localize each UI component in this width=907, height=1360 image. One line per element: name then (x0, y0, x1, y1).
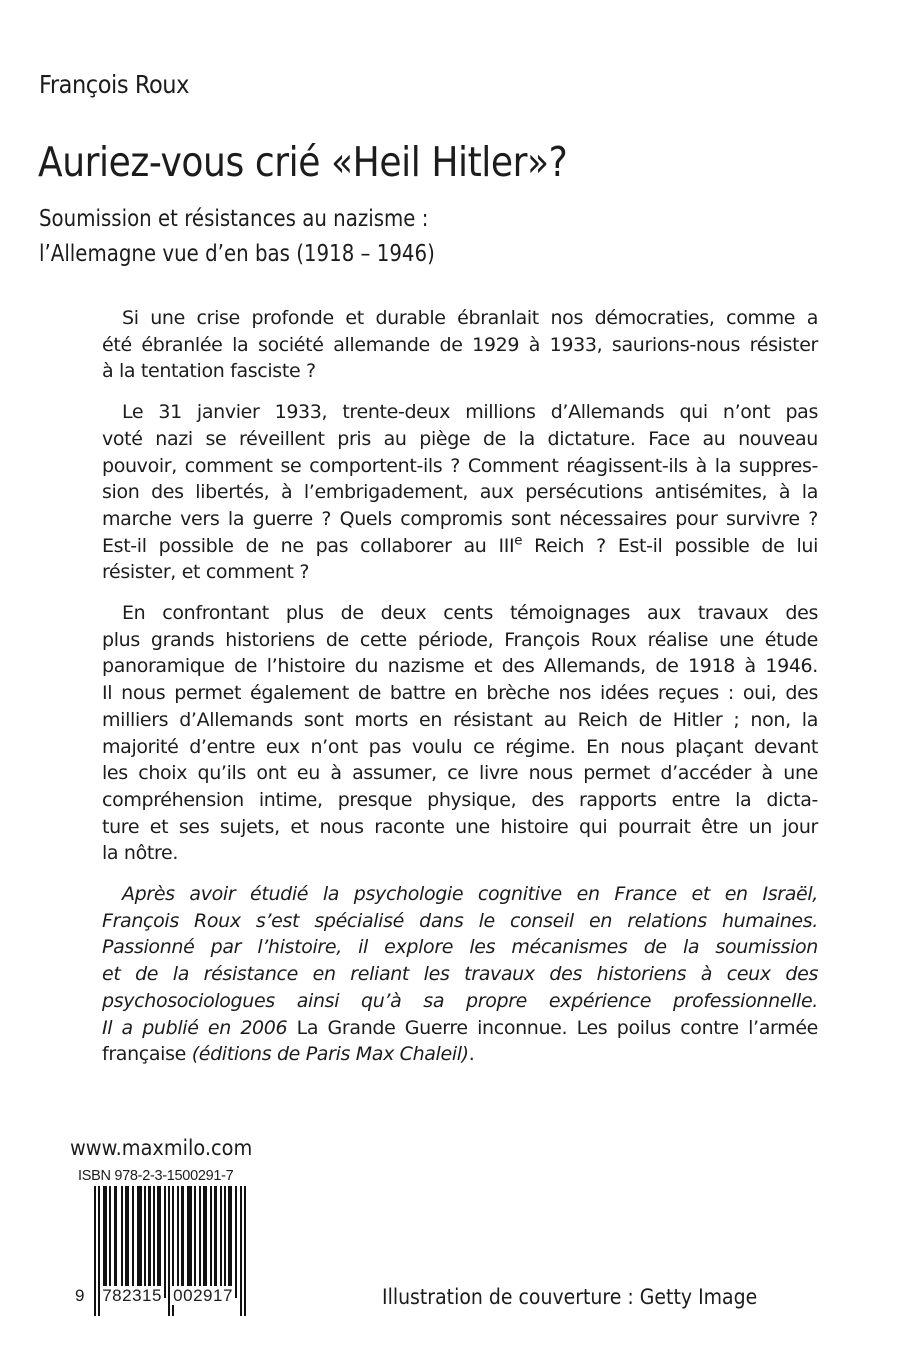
barcode-digits-right: 002917 (173, 1286, 233, 1305)
blurb-text (102, 305, 819, 1082)
text-line: et de la résistance en reliant les travaux des historiens à ceux des (102, 963, 818, 986)
text-line (102, 1015, 818, 1042)
barcode-block (74, 1168, 254, 1318)
text-line: Si une crise profonde et durable ébranlait nos démocraties, comme a (122, 307, 818, 329)
barcode-digit-first: 9 (75, 1286, 85, 1305)
book-subtitle (39, 202, 435, 272)
text-line: Le 31 janvier 1933, trente-deux millions d’Allemands qui n’ont pas (122, 401, 818, 424)
book-reference: française (102, 1043, 192, 1066)
text-line: Il nous permet également de battre en brèche nos idées reçues : oui, des (102, 682, 818, 705)
author-bio (102, 881, 818, 1068)
text-line: marche vers la guerre ? Quels compromis sont nécessaires pour survivre ? (102, 507, 818, 530)
subtitle-line: l’Allemagne vue d’en bas (1918 – 1946) (39, 241, 435, 267)
text-line: En confrontant plus de deux cents témoignages aux travaux des (122, 602, 818, 625)
text-fragment: . (468, 1043, 475, 1066)
superscript: e (514, 533, 523, 549)
text-line: majorité d’entre eux n’ont pas voulu ce régime. En nous plaçant devant (102, 735, 818, 758)
text-line: les choix qu’ils ont eu à assumer, ce livre nous permet d’accéder à une (102, 762, 818, 785)
text-line: pouvoir, comment se comportent-ils ? Comment réagissent-ils à la suppres- (102, 454, 818, 477)
text-fragment: Il a publié en 2006 (102, 1016, 297, 1039)
text-line: la nôtre. (102, 842, 179, 865)
subtitle-line: Soumission et résistances au nazisme : (39, 206, 429, 232)
text-line: ture et ses sujets, et nous raconte une histoire qui pourrait être un jour (102, 815, 818, 838)
publisher-website: www.maxmilo.com (70, 1136, 253, 1160)
cover-credit: Illustration de couverture : Getty Image (382, 1285, 758, 1309)
text-line: psychosociologues ainsi qu’à sa propre expérience professionnelle. (102, 989, 818, 1012)
text-line: voté nazi se réveillent pris au piège de la dictature. Face au nouveau (102, 427, 818, 450)
text-line: Après avoir étudié la psychologie cognitive en France et en Israël, (122, 883, 818, 906)
text-line (102, 533, 818, 560)
book-reference: La Grande Guerre inconnue. Les poilus contre l’armée (296, 1016, 818, 1039)
text-line: plus grands historiens de cette période, François Roux réalise une étude (102, 628, 818, 651)
text-line: milliers d’Allemands sont morts en résistant au Reich de Hitler ; non, la (102, 708, 818, 731)
publisher-reference: (éditions de Paris Max Chaleil) (191, 1043, 469, 1066)
text-fragment: Reich ? Est-il possible de lui (522, 534, 819, 557)
text-line: François Roux s’est spécialisé dans le conseil en relations humaines. (102, 909, 818, 932)
text-fragment: Est-il possible de ne pas collaborer au III (102, 534, 515, 557)
book-title: Auriez-vous crié «Heil Hitler»? (38, 138, 568, 186)
text-line: résister, et comment ? (102, 561, 310, 584)
paragraph-context (102, 399, 819, 586)
isbn-label: ISBN 978-2-3-1500291-7 (78, 1168, 234, 1184)
paragraph-summary (102, 600, 818, 867)
author-name: François Roux (39, 70, 189, 99)
barcode-digits-left: 782315 (102, 1286, 162, 1305)
text-line: Passionné par l’histoire, il explore les mécanismes de la soumission (102, 936, 818, 959)
text-line: panoramique de l’histoire du nazisme et des Allemands, de 1918 à 1946. (102, 655, 818, 678)
text-line: sion des libertés, à l’embrigadement, aux persécutions antisémites, à la (102, 481, 818, 504)
barcode-digits (74, 1286, 234, 1306)
paragraph-intro (102, 305, 818, 385)
text-line: compréhension intime, presque physique, des rapports entre la dicta- (102, 788, 818, 811)
text-line: été ébranlée la société allemande de 1929 à 1933, saurions-nous résister (102, 333, 818, 356)
text-line (102, 1041, 818, 1068)
text-line: à la tentation fasciste ? (102, 360, 316, 383)
